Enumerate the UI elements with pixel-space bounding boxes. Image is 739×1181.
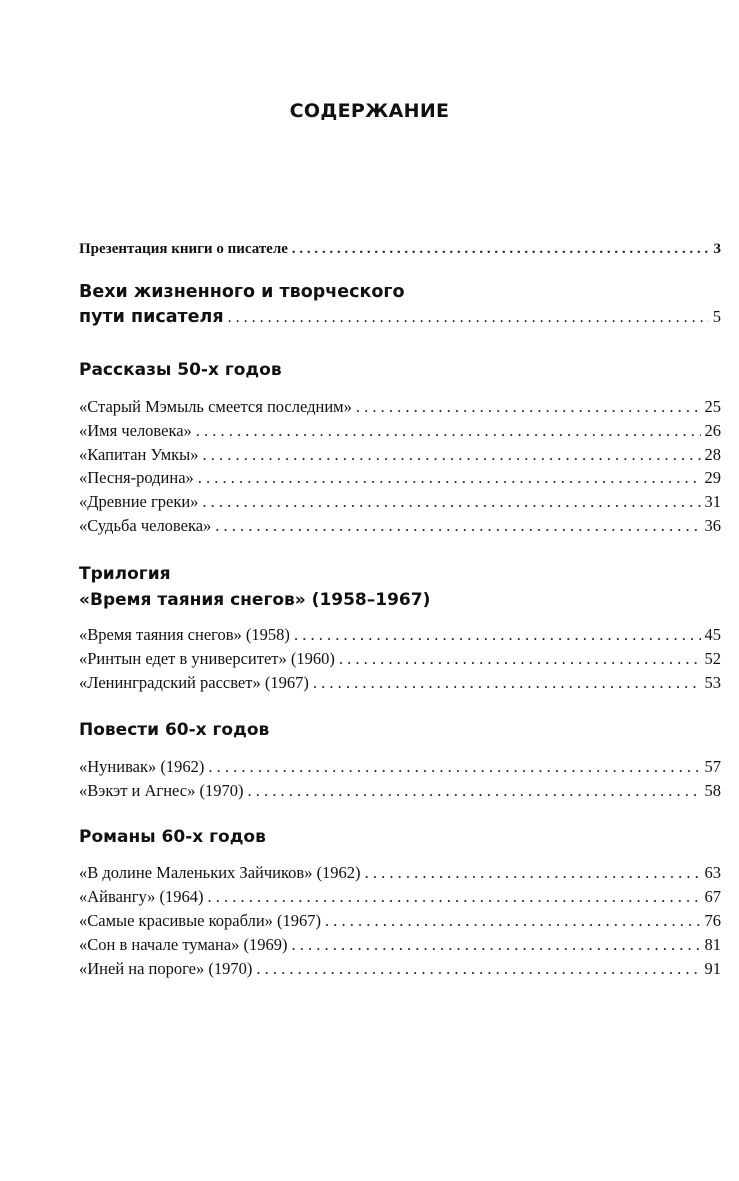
toc-entry-page: 36 bbox=[704, 516, 721, 535]
toc-entry[interactable] bbox=[79, 467, 721, 489]
toc-entry-label: «Время таяния снегов» (1958) bbox=[79, 625, 290, 644]
dot-leader bbox=[294, 624, 701, 646]
dot-leader bbox=[202, 491, 700, 513]
dot-leader bbox=[256, 958, 700, 980]
toc-entry-page: 3 bbox=[713, 241, 721, 257]
toc-entry[interactable] bbox=[79, 624, 721, 646]
toc-entry[interactable] bbox=[79, 491, 721, 513]
toc-entry-label: «Нунивак» (1962) bbox=[79, 757, 205, 776]
toc-entry-page: 91 bbox=[704, 959, 721, 978]
dot-leader bbox=[228, 307, 709, 329]
toc-entry-page: 63 bbox=[704, 863, 721, 882]
toc-entry[interactable] bbox=[79, 862, 721, 884]
dot-leader bbox=[247, 780, 700, 802]
dot-leader bbox=[365, 862, 701, 884]
toc-entry-page: 57 bbox=[704, 757, 721, 776]
section-heading: Повести 60-х годов bbox=[79, 720, 270, 740]
toc-entry-page: 5 bbox=[712, 307, 721, 326]
toc-entry-label: «Иней на пороге» (1970) bbox=[79, 959, 253, 978]
dot-leader bbox=[292, 934, 701, 956]
toc-entry-label: «Капитан Умкы» bbox=[79, 445, 199, 464]
dot-leader bbox=[208, 886, 701, 908]
toc-entry[interactable] bbox=[79, 648, 721, 670]
toc-entry-page: 25 bbox=[704, 397, 721, 416]
toc-entry-label: Презентация книги о писателе bbox=[79, 241, 288, 257]
toc-entry[interactable] bbox=[79, 934, 721, 956]
toc-entry-page: 28 bbox=[704, 445, 721, 464]
toc-entry[interactable] bbox=[79, 396, 721, 418]
dot-leader bbox=[215, 515, 700, 537]
toc-entry[interactable] bbox=[79, 780, 721, 802]
section-heading-subtitle: «Время таяния снегов» (1958–1967) bbox=[79, 590, 431, 610]
dot-leader bbox=[325, 910, 700, 932]
toc-entry-label: «Самые красивые корабли» (1967) bbox=[79, 911, 322, 930]
toc-entry-label: «Вэкэт и Агнес» (1970) bbox=[79, 781, 244, 800]
toc-entry-page: 45 bbox=[704, 625, 721, 644]
toc-entry-label: «Ленинградский рассвет» (1967) bbox=[79, 673, 309, 692]
toc-entry-label: «Старый Мэмыль смеется последним» bbox=[79, 397, 352, 416]
dot-leader bbox=[198, 467, 701, 489]
toc-entry-label: «Ринтын едет в университет» (1960) bbox=[79, 649, 335, 668]
toc-entry[interactable] bbox=[79, 756, 721, 778]
toc-entry-label: «Сон в начале тумана» (1969) bbox=[79, 935, 288, 954]
section-heading: Трилогия bbox=[79, 564, 171, 584]
dot-leader bbox=[356, 396, 701, 418]
toc-entry-page: 29 bbox=[704, 468, 721, 487]
toc-entry-page: 53 bbox=[704, 673, 721, 692]
dot-leader bbox=[292, 238, 710, 260]
toc-entry-intro[interactable] bbox=[79, 238, 721, 260]
page-title: СОДЕРЖАНИЕ bbox=[289, 100, 450, 122]
toc-entry[interactable] bbox=[79, 958, 721, 980]
toc-entry-label: «Имя человека» bbox=[79, 421, 192, 440]
dot-leader bbox=[208, 756, 700, 778]
toc-entry-label: «Айвангу» (1964) bbox=[79, 887, 204, 906]
toc-entry-page: 81 bbox=[704, 935, 721, 954]
section-heading: Рассказы 50-х годов bbox=[79, 360, 282, 380]
toc-entry-milestones[interactable] bbox=[79, 306, 721, 329]
toc-entry[interactable] bbox=[79, 886, 721, 908]
toc-entry[interactable] bbox=[79, 420, 721, 442]
toc-entry-label: «Судьба человека» bbox=[79, 516, 212, 535]
dot-leader bbox=[313, 672, 701, 694]
toc-entry[interactable] bbox=[79, 515, 721, 537]
dot-leader bbox=[339, 648, 701, 670]
toc-entry-page: 26 bbox=[704, 421, 721, 440]
toc-entry[interactable] bbox=[79, 672, 721, 694]
toc-entry-page: 58 bbox=[704, 781, 721, 800]
toc-entry-page: 52 bbox=[704, 649, 721, 668]
toc-entry[interactable] bbox=[79, 444, 721, 466]
toc-entry-label: «В долине Маленьких Зайчиков» (1962) bbox=[79, 863, 361, 882]
section-heading: Романы 60-х годов bbox=[79, 827, 266, 847]
toc-entry-page: 31 bbox=[704, 492, 721, 511]
dot-leader bbox=[203, 444, 701, 466]
section-heading-milestones: Вехи жизненного и творческого bbox=[79, 282, 405, 302]
toc-entry-page: 67 bbox=[704, 887, 721, 906]
toc-entry-label: пути писателя bbox=[79, 307, 224, 327]
toc-entry[interactable] bbox=[79, 910, 721, 932]
toc-entry-page: 76 bbox=[704, 911, 721, 930]
dot-leader bbox=[196, 420, 701, 442]
toc-entry-label: «Древние греки» bbox=[79, 492, 199, 511]
toc-entry-label: «Песня-родина» bbox=[79, 468, 194, 487]
